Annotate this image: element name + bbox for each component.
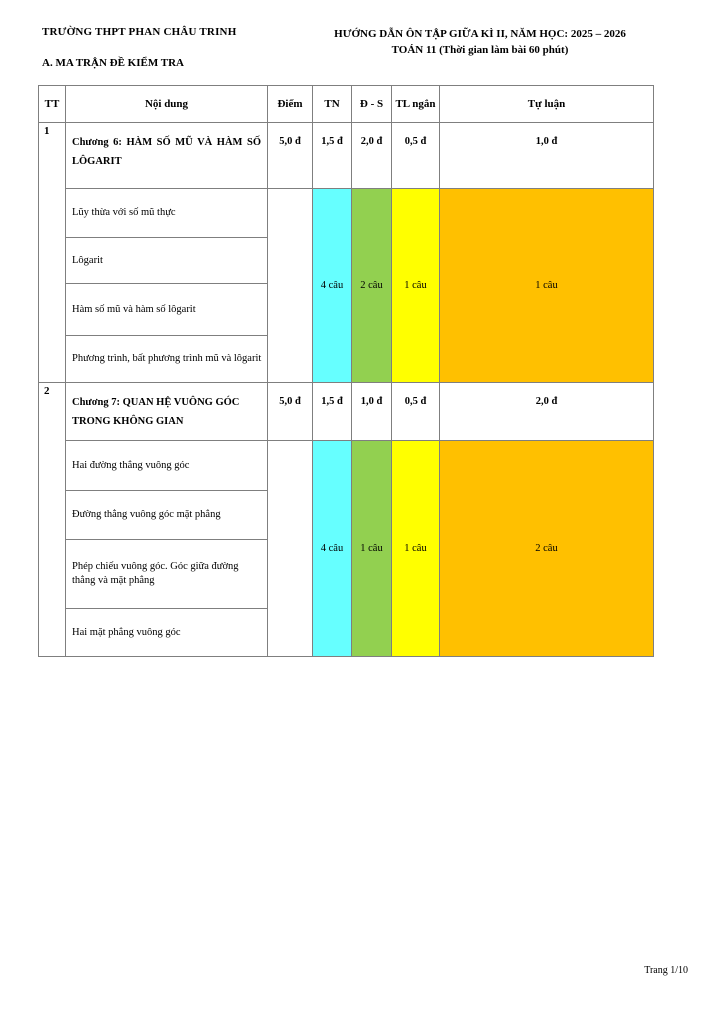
- chapter1-ds-points-cell: 2,0 đ: [352, 123, 392, 189]
- exam-matrix-table: [38, 85, 654, 657]
- chapter1-title-line2: LÔGARIT: [72, 156, 122, 167]
- chapter1-ds-count-cell: 2 câu: [352, 189, 392, 383]
- document-title-line2: TOÁN 11 (Thời gian làm bài 60 phút): [391, 44, 569, 56]
- section-heading: A. MA TRẬN ĐỀ KIỂM TRA: [42, 57, 184, 69]
- chapter1-tu-luan-count-cell: 1 câu: [440, 189, 654, 383]
- chapter1-number-cell: 1: [39, 123, 66, 383]
- col-header-tt: TT: [39, 86, 66, 123]
- topic-cell: Hàm số mũ và hàm số lôgarit: [66, 284, 268, 336]
- topic-cell: Hai đường thẳng vuông góc: [66, 441, 268, 491]
- page-number: Trang 1/10: [644, 965, 688, 976]
- chapter2-ds-count-cell: 1 câu: [352, 441, 392, 657]
- chapter2-tn-points-cell: 1,5 đ: [313, 383, 352, 441]
- chapter2-title-line1: Chương 7: QUAN HỆ VUÔNG GÓC: [72, 397, 240, 408]
- chapter1-tu-luan-points-cell: 1,0 đ: [440, 123, 654, 189]
- school-name: TRƯỜNG THPT PHAN CHÂU TRINH: [42, 26, 237, 38]
- chapter2-diem-cell: 5,0 đ: [268, 383, 313, 441]
- chapter2-tl-ngan-points-cell: 0,5 đ: [392, 383, 440, 441]
- chapter2-tu-luan-count-cell: 2 câu: [440, 441, 654, 657]
- topic-cell: Phương trình, bất phương trình mũ và lôgarit: [66, 336, 268, 383]
- chapter1-tl-ngan-points-cell: 0,5 đ: [392, 123, 440, 189]
- chapter2-tn-count-cell: 4 câu: [313, 441, 352, 657]
- col-header-tu-luan: Tự luận: [440, 86, 654, 123]
- chapter2-tl-ngan-count-cell: 1 câu: [392, 441, 440, 657]
- topic-cell: Đường thẳng vuông góc mặt phẳng: [66, 491, 268, 540]
- chapter2-number-cell: 2: [39, 383, 66, 657]
- header-row: [39, 86, 654, 123]
- chapter1-tn-count-cell: 4 câu: [313, 189, 352, 383]
- col-header-ds: Đ - S: [352, 86, 392, 123]
- chapter1-topic-row: [39, 189, 654, 238]
- chapter1-title-row: [39, 123, 654, 189]
- chapter2-title-row: [39, 383, 654, 441]
- chapter2-tu-luan-points-cell: 2,0 đ: [440, 383, 654, 441]
- chapter1-title-line1: Chương 6: HÀM SỐ MŨ VÀ HÀM SỐ: [72, 137, 261, 148]
- chapter1-title-cell: [66, 123, 268, 189]
- topic-cell: Phép chiếu vuông góc. Góc giữa đường thẳng và mặt phẳng: [66, 540, 268, 609]
- chapter2-diem-empty-cell: [268, 441, 313, 657]
- col-header-tn: TN: [313, 86, 352, 123]
- col-header-diem: Điểm: [268, 86, 313, 123]
- col-header-tl-ngan: TL ngắn: [392, 86, 440, 123]
- document-title: [305, 26, 655, 58]
- topic-cell: Hai mặt phẳng vuông góc: [66, 609, 268, 657]
- chapter1-tl-ngan-count-cell: 1 câu: [392, 189, 440, 383]
- topic-cell: Lũy thừa với số mũ thực: [66, 189, 268, 238]
- chapter1-diem-empty-cell: [268, 189, 313, 383]
- chapter2-topic-row: [39, 441, 654, 491]
- document-title-line1: HƯỚNG DẪN ÔN TẬP GIỮA KÌ II, NĂM HỌC: 2025 – 2026: [334, 28, 626, 40]
- chapter1-tn-points-cell: 1,5 đ: [313, 123, 352, 189]
- col-header-noi-dung: Nội dung: [66, 86, 268, 123]
- chapter2-title-cell: [66, 383, 268, 441]
- chapter1-diem-cell: 5,0 đ: [268, 123, 313, 189]
- chapter2-title-line2: TRONG KHÔNG GIAN: [72, 416, 184, 427]
- chapter2-ds-points-cell: 1,0 đ: [352, 383, 392, 441]
- topic-cell: Lôgarit: [66, 238, 268, 284]
